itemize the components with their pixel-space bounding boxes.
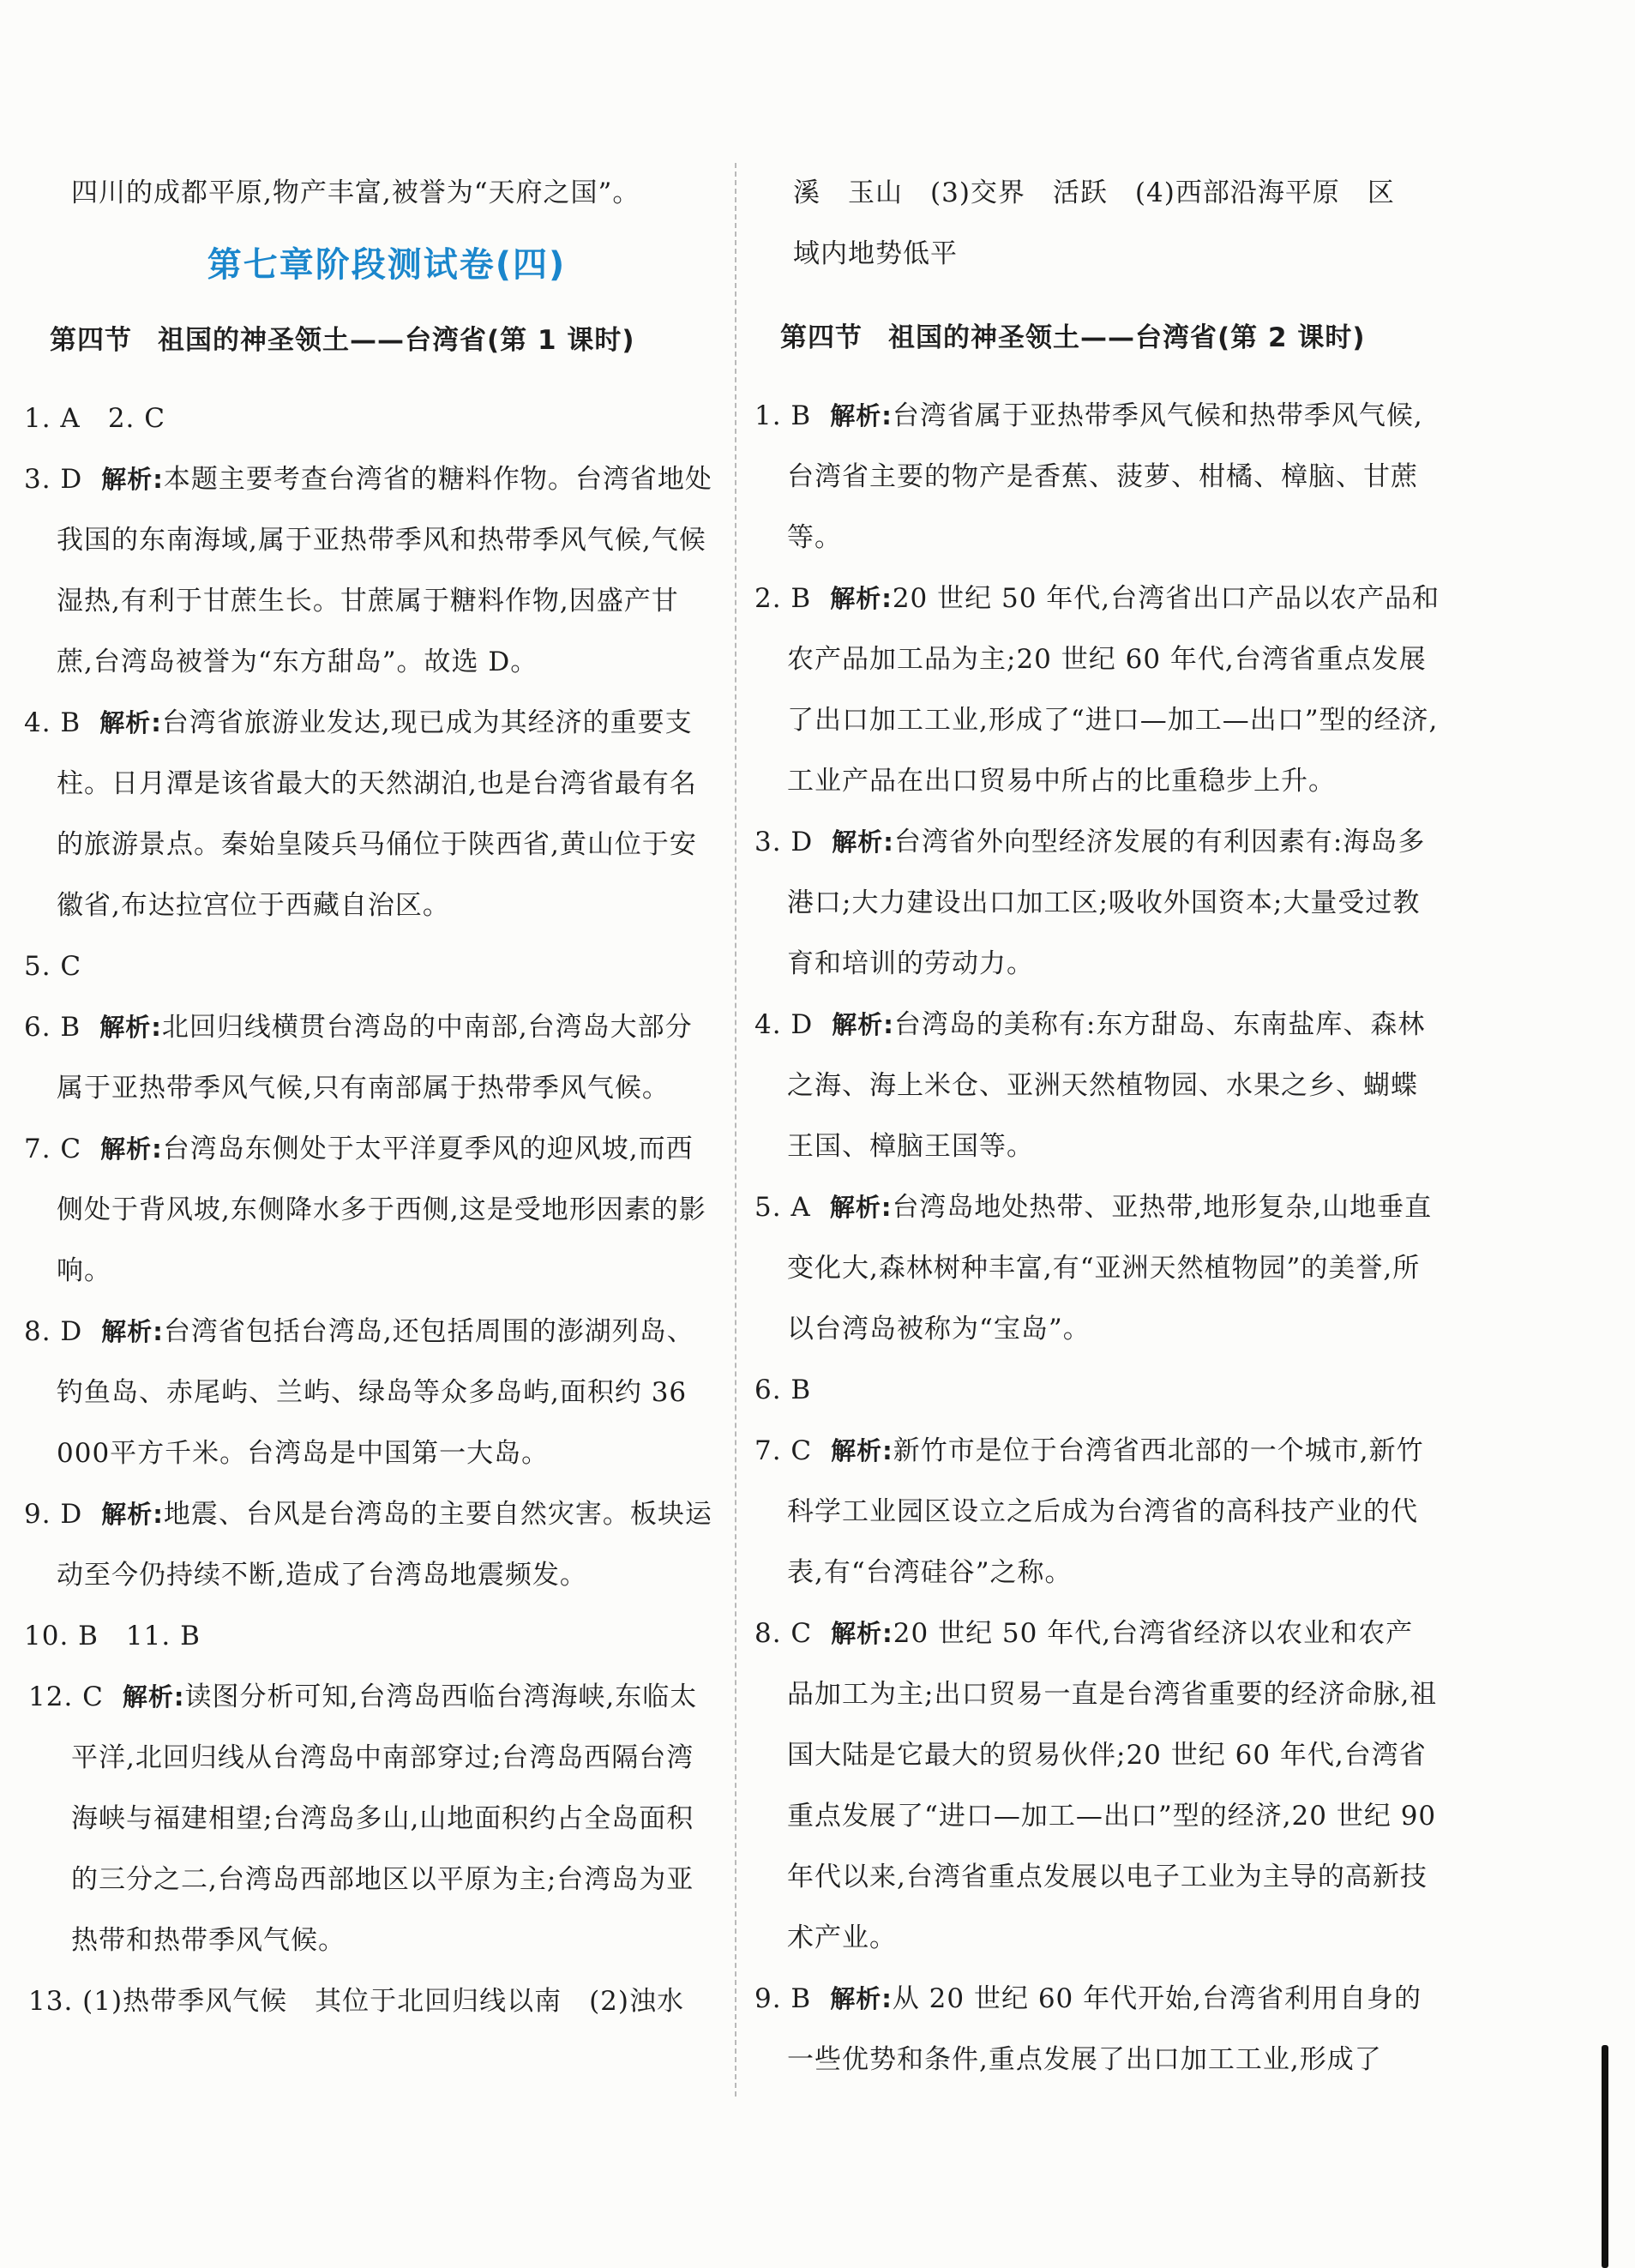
answer-number: 8. D bbox=[24, 1316, 83, 1347]
answer-number: 3. D bbox=[754, 827, 814, 857]
right-column bbox=[754, 163, 1440, 2091]
analysis-label: 解析: bbox=[122, 1682, 185, 1712]
answer-item bbox=[754, 386, 1440, 569]
analysis-label: 解析: bbox=[831, 1619, 893, 1648]
answer-item bbox=[24, 388, 715, 449]
section-heading: 祖国的神圣领土——台湾省(第 2 课时) bbox=[888, 322, 1366, 353]
section-number: 第四节 bbox=[50, 325, 132, 356]
answer-text: 1. A 2. C bbox=[24, 403, 165, 434]
analysis-text: 台湾岛的美称有:东方甜岛、东南盐库、森林之海、海上米仓、亚洲天然植物园、水果之乡、蝴蝶王国、樟脑王国等。 bbox=[787, 1009, 1426, 1162]
answer-item bbox=[754, 1360, 1440, 1421]
analysis-text: 台湾岛地处热带、亚热带,地形复杂,山地垂直变化大,森林树种丰富,有“亚洲天然植物园”的美誉,所以台湾岛被称为“宝岛”。 bbox=[787, 1192, 1433, 1345]
analysis-label: 解析: bbox=[831, 1436, 893, 1465]
answer-item bbox=[24, 1606, 715, 1667]
scan-edge-mark bbox=[1602, 2045, 1608, 2268]
answer-item bbox=[24, 997, 715, 1119]
answer-item bbox=[24, 936, 715, 997]
analysis-label: 解析: bbox=[829, 1193, 893, 1222]
analysis-label: 解析: bbox=[101, 1500, 164, 1529]
answer-item bbox=[754, 1177, 1440, 1360]
answer-number: 4. B bbox=[24, 707, 81, 738]
answer-item bbox=[24, 1302, 715, 1484]
section-heading: 祖国的神圣领土——台湾省(第 1 课时) bbox=[158, 325, 635, 356]
answer-number: 9. D bbox=[24, 1499, 83, 1530]
answer-number: 7. C bbox=[754, 1435, 813, 1466]
left-column bbox=[24, 163, 715, 2032]
answer-text: 10. B 11. B bbox=[24, 1621, 201, 1651]
answer-number: 1. B bbox=[754, 400, 812, 431]
answer-item bbox=[754, 1603, 1440, 1969]
analysis-label: 解析: bbox=[832, 1010, 894, 1039]
chapter-title: 第七章阶段测试卷(四) bbox=[207, 245, 567, 285]
analysis-label: 解析: bbox=[99, 708, 162, 737]
analysis-label: 解析: bbox=[832, 827, 894, 857]
answer-item bbox=[24, 1484, 715, 1606]
answer-text: 6. B bbox=[754, 1375, 812, 1405]
answer-number: 4. D bbox=[754, 1009, 814, 1040]
analysis-text: 20 世纪 50 年代,台湾省经济以农业和农产品加工为主;出口贸易一直是台湾省重要的经济命脉,祖国大陆是它最大的贸易伙伴;20 世纪 60 年代,台湾省重点发展了“进口—加工—出口”型的经济,20 世纪 90 年代以来,台湾省重点发展以电子工业为主导的高新技术产业。 bbox=[787, 1618, 1438, 1953]
section-title-1 bbox=[24, 306, 715, 388]
answer-item bbox=[754, 1969, 1440, 2091]
analysis-label: 解析: bbox=[100, 1134, 163, 1164]
answer-number: 9. B bbox=[754, 1983, 812, 2014]
continued-line: 域内地势低平 bbox=[793, 238, 958, 269]
continued-line: 溪 玉山 (3)交界 活跃 (4)西部沿海平原 区 bbox=[793, 177, 1395, 208]
analysis-text: 20 世纪 50 年代,台湾省出口产品以农产品和农产品加工品为主;20 世纪 60 年代,台湾省重点发展了出口加工工业,形成了“进口—加工—出口”型的经济,工业产品在出口贸易中所占的比重稳步上升。 bbox=[787, 583, 1440, 797]
analysis-text: 读图分析可知,台湾岛西临台湾海峡,东临太平洋,北回归线从台湾岛中南部穿过;台湾岛西隔台湾海峡与福建相望;台湾岛多山,山地面积约占全岛面积的三分之二,台湾岛西部地区以平原为主;台湾岛为亚热带和热带季风气候。 bbox=[71, 1681, 698, 1956]
answer-number: 6. B bbox=[24, 1012, 81, 1043]
analysis-text: 台湾省属于亚热带季风气候和热带季风气候,台湾省主要的物产是香蕉、菠萝、柑橘、樟脑、甘蔗等。 bbox=[787, 400, 1423, 553]
answer-text: 13. (1)热带季风气候 其位于北回归线以南 (2)浊水 bbox=[28, 1986, 684, 2017]
answer-number: 3. D bbox=[24, 464, 83, 495]
answer-number: 5. A bbox=[754, 1192, 811, 1223]
answer-number: 7. C bbox=[24, 1134, 82, 1164]
answer-item bbox=[754, 569, 1440, 812]
analysis-text: 台湾省包括台湾岛,还包括周围的澎湖列岛、钓鱼岛、赤尾屿、兰屿、绿岛等众多岛屿,面积约 36 000平方千米。台湾岛是中国第一大岛。 bbox=[57, 1316, 694, 1469]
analysis-label: 解析: bbox=[830, 584, 893, 613]
analysis-text: 新竹市是位于台湾省西北部的一个城市,新竹科学工业园区设立之后成为台湾省的高科技产业的代表,有“台湾硅谷”之称。 bbox=[787, 1435, 1424, 1588]
analysis-text: 从 20 世纪 60 年代开始,台湾省利用自身的一些优势和条件,重点发展了出口加工工业,形成了 bbox=[787, 1983, 1422, 2075]
analysis-label: 解析: bbox=[830, 401, 893, 430]
intro-line: 四川的成都平原,物产丰富,被誉为“天府之国”。 bbox=[71, 177, 640, 208]
analysis-label: 解析: bbox=[101, 1317, 164, 1346]
analysis-text: 台湾省外向型经济发展的有利因素有:海岛多港口;大力建设出口加工区;吸收外国资本;大量受过教育和培训的劳动力。 bbox=[787, 827, 1426, 979]
analysis-text: 本题主要考查台湾省的糖料作物。台湾省地处我国的东南海域,属于亚热带季风和热带季风气候,气候湿热,有利于甘蔗生长。甘蔗属于糖料作物,因盛产甘蔗,台湾岛被誉为“东方甜岛”。故选 D。 bbox=[57, 464, 712, 677]
answer-item bbox=[24, 1667, 715, 1971]
analysis-label: 解析: bbox=[830, 1984, 893, 2013]
analysis-text: 地震、台风是台湾岛的主要自然灾害。板块运动至今仍持续不断,造成了台湾岛地震频发。 bbox=[57, 1499, 712, 1591]
analysis-text: 台湾省旅游业发达,现已成为其经济的重要支柱。日月潭是该省最大的天然湖泊,也是台湾省最有名的旅游景点。秦始皇陵兵马俑位于陕西省,黄山位于安徽省,布达拉宫位于西藏自治区。 bbox=[57, 707, 697, 921]
answer-item bbox=[754, 1421, 1440, 1603]
answer-item bbox=[754, 812, 1440, 995]
answer-item bbox=[24, 1971, 715, 2032]
answer-item bbox=[24, 693, 715, 936]
answer-number: 2. B bbox=[754, 583, 812, 614]
answer-number: 8. C bbox=[754, 1618, 813, 1649]
analysis-text: 北回归线横贯台湾岛的中南部,台湾岛大部分属于亚热带季风气候,只有南部属于热带季风气候。 bbox=[57, 1012, 693, 1104]
answer-text: 5. C bbox=[24, 951, 82, 982]
section-number: 第四节 bbox=[780, 322, 863, 353]
analysis-text: 台湾岛东侧处于太平洋夏季风的迎风坡,而西侧处于背风坡,东侧降水多于西侧,这是受地形因素的影响。 bbox=[57, 1134, 706, 1286]
answer-number: 12. C bbox=[28, 1681, 104, 1712]
answer-item bbox=[24, 1119, 715, 1302]
analysis-label: 解析: bbox=[99, 1013, 162, 1042]
answer-item bbox=[24, 449, 715, 693]
section-title-2 bbox=[754, 304, 1440, 386]
answer-item bbox=[754, 995, 1440, 1177]
column-divider bbox=[735, 163, 736, 2097]
analysis-label: 解析: bbox=[101, 465, 164, 494]
